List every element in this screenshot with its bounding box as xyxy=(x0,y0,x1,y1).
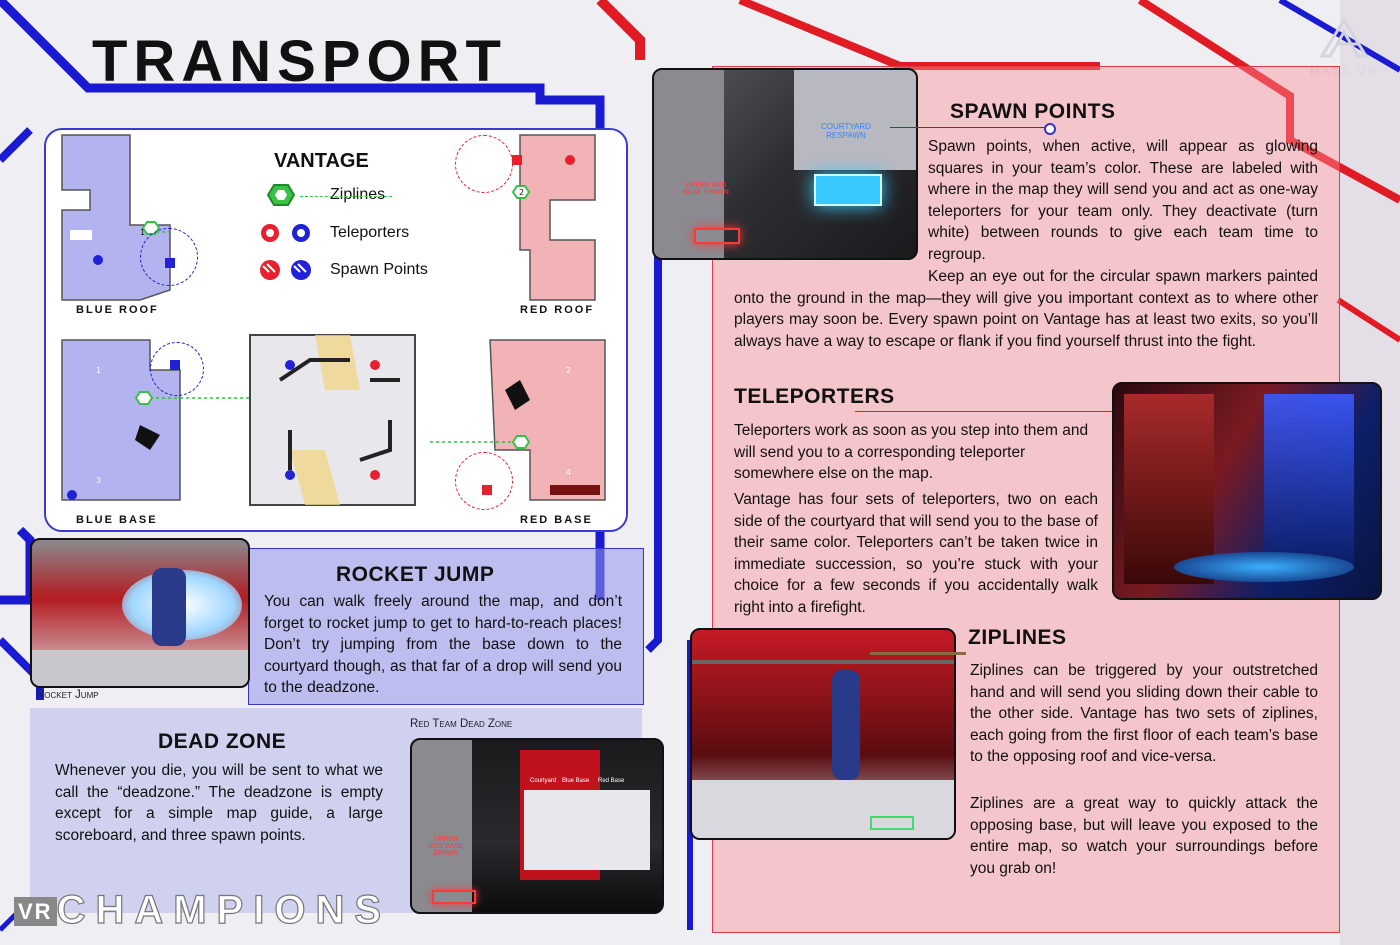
red-roof-spawn-burst xyxy=(455,135,513,193)
courtyard-respawn-sign: COURTYARD RESPAWN xyxy=(821,122,871,140)
legend-spawn-points-label: Spawn Points xyxy=(330,261,428,278)
spawn-marker-3-label: 3 xyxy=(96,476,102,485)
upper-red-base-spawn-sign: UPPER RED BASE SPAWN xyxy=(683,182,729,196)
spawn-points-p1: Spawn points, when active, will appear as glowing squares in your team’s color. These are labeled with where in the map they will send you and act as one-way teleporters for your team only. They deactivate (turn white) between rounds to give each team time to regroup. xyxy=(928,138,1318,263)
ziplines-p2: Ziplines are a great way to quickly attack the opposing base, but will leave you exposed to the entire map, so watch your surroundings before you grab on! xyxy=(970,795,1318,877)
spawn-marker-4-label: 4 xyxy=(566,468,572,477)
legend-spawn-point-icon xyxy=(257,257,317,287)
ziplines-photo xyxy=(690,628,956,840)
ziplines-p1: Ziplines can be triggered by your outstretched hand and will send you sliding down their cable to the other side. Vantage has two sets of ziplines, each going from the first floor of each team’s base to the opposing roof and vice-versa. xyxy=(970,662,1318,765)
teleporters-p1: Teleporters work as soon as you step into them and will send you to a corresponding teleporter somewhere else on the map. xyxy=(734,422,1089,482)
blue-roof-spawn-burst xyxy=(140,228,198,286)
spawn-points-heading: SPAWN POINTS xyxy=(950,100,1116,123)
dead-zone-spawn-sign: UPPER RED BASE SPAWN xyxy=(428,836,464,857)
teleporters-p2: Vantage has four sets of teleporters, two on each side of the courtyard that will send you to the base of their same color. Teleporters can’t be taken twice in immediate succession, so you’re stuck with your choice for a few seconds if you accidentally walk right into a firefight. xyxy=(734,491,1098,616)
dead-zone-col-blue-base: Blue Base xyxy=(562,778,590,784)
dead-zone-p1: Whenever you die, you will be sent to what we call the “deadzone.” The deadzone is empty except for a simple map guide, a large scoreboard, and three spawn points. xyxy=(55,762,383,844)
spawn-callout-dot xyxy=(1044,123,1056,135)
legend-zipline-line xyxy=(300,196,392,197)
zipline-cable-line xyxy=(870,652,966,655)
dead-zone-heading: DEAD ZONE xyxy=(158,730,287,753)
page-title: TRANSPORT xyxy=(92,29,507,94)
blue-spawn-marker xyxy=(93,255,103,265)
rocket-jump-photo xyxy=(30,538,250,688)
legend-teleporter-icon xyxy=(257,220,317,250)
map-title: VANTAGE xyxy=(274,150,369,172)
spawn-points-photo xyxy=(652,68,918,260)
dead-zone-caption: Red Team Dead Zone xyxy=(410,718,513,730)
ziplines-heading: ZIPLINES xyxy=(968,626,1067,649)
label-red-roof: RED ROOF xyxy=(520,304,595,316)
vr-champions-logo xyxy=(14,888,391,933)
label-red-base: RED BASE xyxy=(520,514,593,526)
blue-base-spawn-burst xyxy=(150,342,204,396)
dead-zone-col-courtyard: Courtyard xyxy=(530,778,557,784)
rocket-jump-p1: You can walk freely around the map, and don’t forget to rocket jump to get to hard-to-reach places! Don’t try jumping from the base down to the courtyard though, as that far of a drop will send you to the deadzone. xyxy=(264,593,622,696)
massvr-logo-text: MASS VR xyxy=(1309,64,1378,78)
blue-base-spawn-marker xyxy=(67,490,77,500)
spawn-points-p2: Keep an eye out for the circular spawn markers painted onto the ground in the map—they will give you important context as to where other players may soon be. Every spawn point on Vantage has at least two exits, so you’ll always have a way to escape or flank if you find yourself thrust into the fight. xyxy=(734,268,1318,350)
legend-ziplines-label: Ziplines xyxy=(330,186,386,203)
red-roof-map xyxy=(512,135,595,300)
red-spawn-marker xyxy=(565,155,575,165)
dead-zone-photo xyxy=(410,738,664,914)
zipline-marker-2-label: 2 xyxy=(519,188,525,197)
spawn-callout-line xyxy=(890,127,1048,128)
spawn-marker-2-label: 2 xyxy=(566,366,572,375)
champions-wordmark: CHAMPIONS xyxy=(56,888,392,932)
massvr-logo-icon xyxy=(1314,14,1374,60)
courtyard-map xyxy=(250,335,415,505)
label-blue-roof: BLUE ROOF xyxy=(76,304,159,316)
teleporters-heading: TELEPORTERS xyxy=(734,385,895,408)
spawn-marker-1-label: 1 xyxy=(96,366,102,375)
legend-teleporters-label: Teleporters xyxy=(330,224,410,241)
dead-zone-col-red-base: Red Base xyxy=(598,778,625,784)
legend-zipline-icon xyxy=(264,182,298,212)
vr-badge: VR xyxy=(14,897,57,926)
teleporters-photo xyxy=(1112,382,1382,600)
label-blue-base: BLUE BASE xyxy=(76,514,158,526)
zipline-marker-1-label: 1 xyxy=(140,228,146,237)
red-base-spawn-burst xyxy=(455,452,513,510)
rocket-jump-caption: Rocket Jump xyxy=(36,689,99,701)
rocket-jump-heading: ROCKET JUMP xyxy=(336,563,495,586)
